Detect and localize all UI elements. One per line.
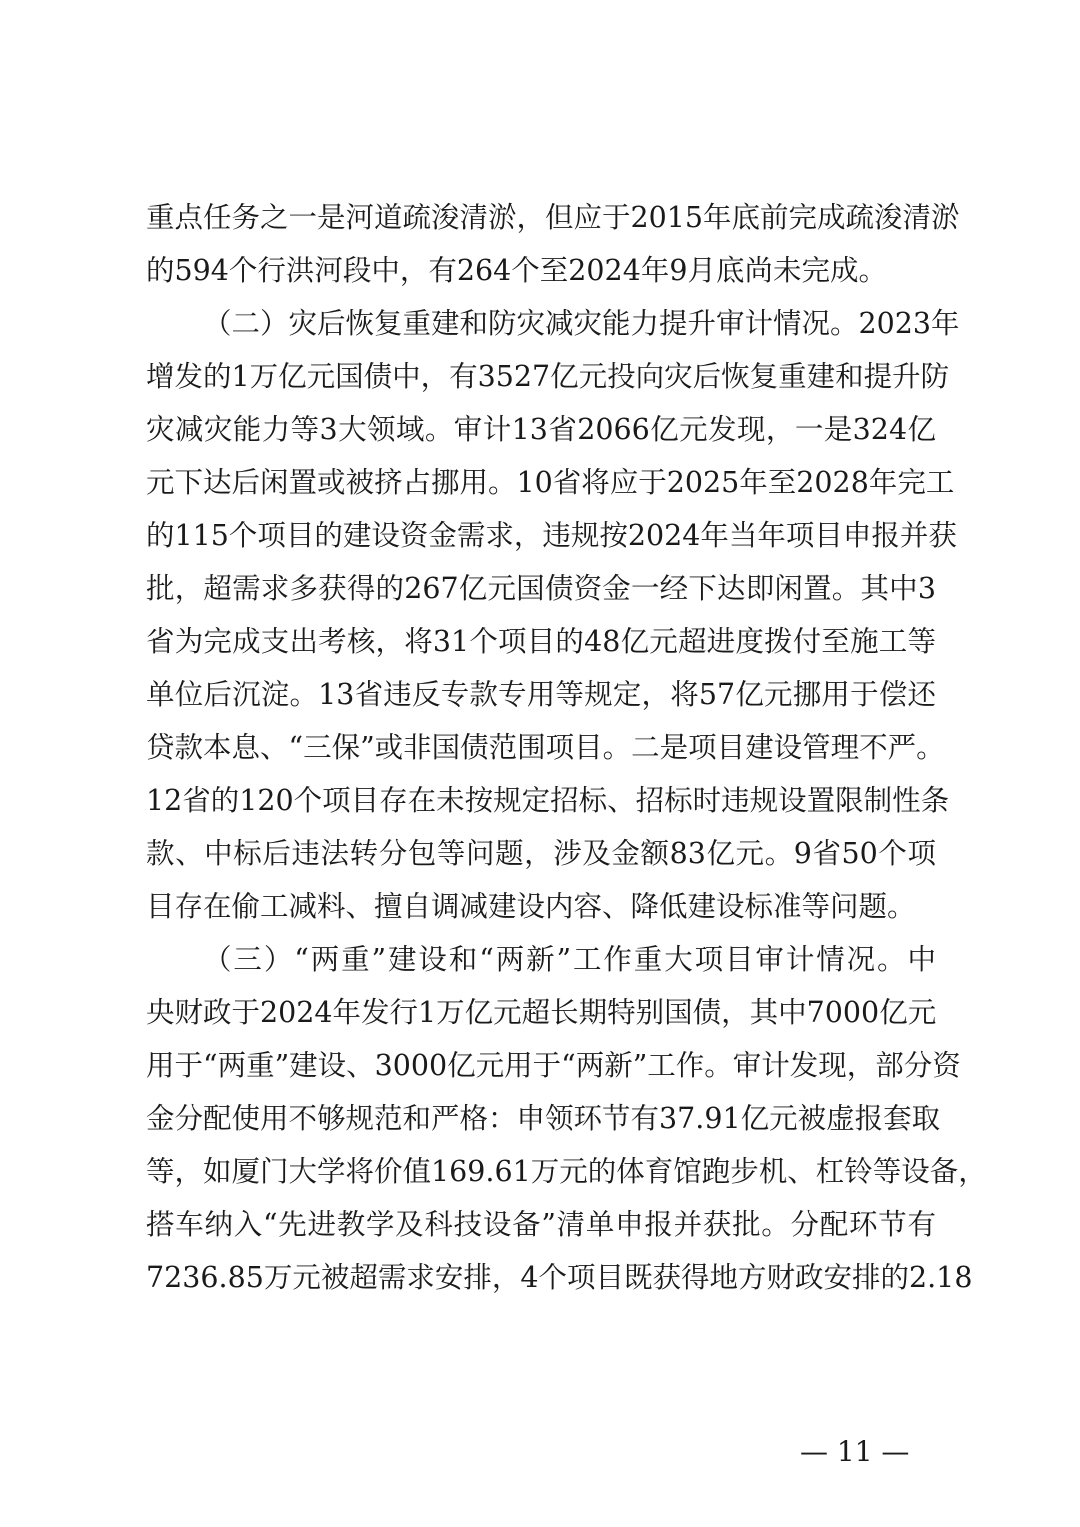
- text-line: [146, 244, 936, 297]
- text-line: [146, 1039, 961, 1092]
- text-line: [146, 456, 955, 509]
- text-line: [146, 1251, 973, 1304]
- line-text: 增发的1万亿元国债中，有3527亿元投向灾后恢复重建和提升防: [146, 360, 950, 393]
- line-text: 省为完成支出考核，将31个项目的48亿元超进度拨付至施工等: [146, 625, 936, 658]
- line-text: 2023年: [858, 307, 960, 340]
- text-line: [146, 827, 936, 880]
- line-text: 灾减灾能力等3大领域。审计13省2066亿元发现，一是324亿: [146, 413, 936, 446]
- line-text: 批，超需求多获得的267亿元国债资金一经下达即闲置。其中3: [146, 572, 936, 605]
- text-line: [146, 403, 936, 456]
- text-line: [146, 350, 950, 403]
- line-text: 中: [907, 943, 936, 976]
- text-line: [146, 880, 936, 933]
- text-line: [146, 191, 960, 244]
- text-line: [146, 933, 936, 986]
- line-text: 金分配使用不够规范和严格：申领环节有37.91亿元被虚报套取: [146, 1102, 941, 1135]
- line-text: 目存在偷工减料、擅自调减建设内容、降低建设标准等问题。: [146, 890, 916, 923]
- line-text: 等，如厦门大学将价值169.61万元的体育馆跑步机、杠铃等设备，: [146, 1155, 987, 1188]
- text-line: [146, 1145, 987, 1198]
- text-line: [146, 509, 957, 562]
- line-text: 的115个项目的建设资金需求，违规按2024年当年项目申报并获: [146, 519, 957, 552]
- line-text: 7236.85万元被超需求安排，4个项目既获得地方财政安排的2.18: [146, 1261, 973, 1294]
- section-heading: （三）“两重”建设和“两新”工作重大项目审计情况。: [203, 943, 908, 976]
- text-line: [146, 1198, 936, 1251]
- line-text: 重点任务之一是河道疏浚清淤，但应于2015年底前完成疏浚清淤: [146, 201, 960, 234]
- line-text: 搭车纳入“先进教学及科技设备”清单申报并获批。分配环节有: [146, 1208, 936, 1241]
- text-line: [146, 297, 960, 350]
- document-body: [146, 191, 987, 1304]
- text-line: [146, 668, 936, 721]
- line-text: 贷款本息、“三保”或非国债范围项目。二是项目建设管理不严。: [146, 731, 945, 764]
- line-text: 央财政于2024年发行1万亿元超长期特别国债，其中7000亿元: [146, 996, 937, 1029]
- line-text: 12省的120个项目存在未按规定招标、招标时违规设置限制性条: [146, 784, 950, 817]
- text-line: [146, 1092, 941, 1145]
- line-text: 用于“两重”建设、3000亿元用于“两新”工作。审计发现，部分资: [146, 1049, 961, 1082]
- text-line: [146, 774, 950, 827]
- line-text: 单位后沉淀。13省违反专款专用等规定，将57亿元挪用于偿还: [146, 678, 936, 711]
- line-text: 的594个行洪河段中，有264个至2024年9月底尚未完成。: [146, 254, 887, 287]
- text-line: [146, 562, 936, 615]
- line-text: 款、中标后违法转分包等问题，涉及金额83亿元。9省50个项: [146, 837, 936, 870]
- line-text: 元下达后闲置或被挤占挪用。10省将应于2025年至2028年完工: [146, 466, 955, 499]
- text-line: [146, 721, 945, 774]
- page-number: — 11 —: [800, 1435, 910, 1468]
- section-heading: （二）灾后恢复重建和防灾减灾能力提升审计情况。: [203, 307, 859, 340]
- text-line: [146, 986, 936, 1039]
- text-line: [146, 615, 936, 668]
